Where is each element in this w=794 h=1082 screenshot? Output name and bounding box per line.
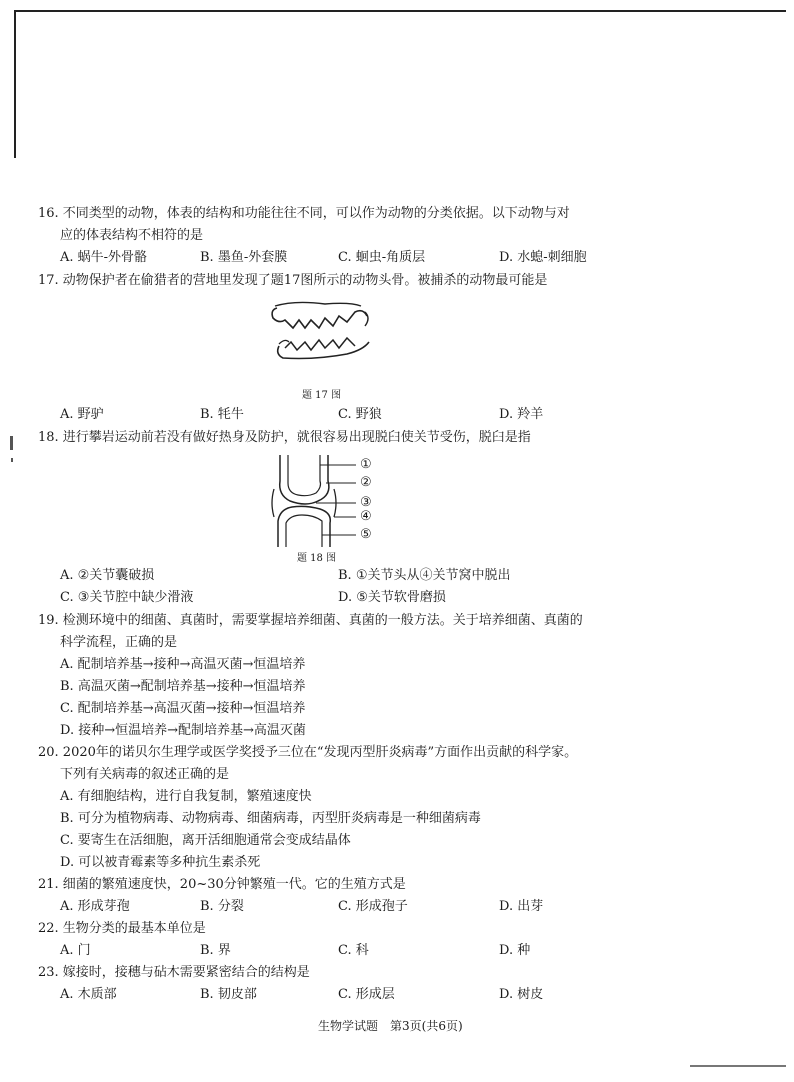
question-16-stem-cont: 应的体表结构不相符的是	[60, 228, 204, 243]
question-20-option-a[interactable]: A. 有细胞结构，进行自我复制，繁殖速度快	[60, 789, 312, 804]
joint-diagram	[270, 455, 360, 547]
scan-mark	[10, 436, 13, 450]
question-16-option-a[interactable]: A. 蜗牛-外骨骼	[60, 250, 148, 265]
question-17-option-d[interactable]: D. 羚羊	[499, 407, 544, 422]
question-19-option-c[interactable]: C. 配制培养基→高温灭菌→接种→恒温培养	[60, 701, 306, 716]
question-23-option-b[interactable]: B. 韧皮部	[200, 987, 257, 1002]
joint-label-2: ②	[360, 475, 372, 490]
skull-jaw-figure	[265, 298, 375, 368]
question-17-option-b[interactable]: B. 牦牛	[200, 407, 244, 422]
question-17-option-a[interactable]: A. 野驴	[60, 407, 104, 422]
question-20-option-b[interactable]: B. 可分为植物病毒、动物病毒、细菌病毒，丙型肝炎病毒是一种细菌病毒	[60, 811, 481, 826]
question-23-option-c[interactable]: C. 形成层	[338, 987, 395, 1002]
question-21-option-d[interactable]: D. 出芽	[499, 899, 544, 914]
question-22-option-c[interactable]: C. 科	[338, 943, 369, 958]
question-18-option-a[interactable]: A. ②关节囊破损	[60, 568, 155, 583]
question-20-stem-cont: 下列有关病毒的叙述正确的是	[60, 767, 230, 782]
question-19-option-b[interactable]: B. 高温灭菌→配制培养基→接种→恒温培养	[60, 679, 306, 694]
page-border-left	[14, 10, 16, 158]
question-18-option-d[interactable]: D. ⑤关节软骨磨损	[338, 590, 446, 605]
question-16-option-c[interactable]: C. 蛔虫-角质层	[338, 250, 426, 265]
question-17-stem: 17. 动物保护者在偷猎者的营地里发现了题17图所示的动物头骨。被捕杀的动物最可能是	[38, 273, 548, 288]
question-21-option-c[interactable]: C. 形成孢子	[338, 899, 408, 914]
question-19-stem: 19. 检测环境中的细菌、真菌时，需要掌握培养细菌、真菌的一般方法。关于培养细菌、真菌的	[38, 613, 583, 628]
scan-mark	[11, 458, 13, 462]
page-footer: 生物学试题 第3页(共6页)	[318, 1019, 463, 1033]
joint-label-5: ⑤	[360, 527, 372, 542]
question-18-option-c[interactable]: C. ③关节腔中缺少滑液	[60, 590, 194, 605]
question-19-stem-cont: 科学流程，正确的是	[60, 635, 178, 650]
question-22-option-a[interactable]: A. 门	[60, 943, 91, 958]
question-16-option-d[interactable]: D. 水螅-刺细胞	[499, 250, 587, 265]
question-16-option-b[interactable]: B. 墨鱼-外套膜	[200, 250, 288, 265]
question-22-stem: 22. 生物分类的最基本单位是	[38, 921, 206, 936]
question-21-option-a[interactable]: A. 形成芽孢	[60, 899, 130, 914]
joint-label-4: ④	[360, 509, 372, 524]
joint-label-1: ①	[360, 457, 372, 472]
question-16-stem: 16. 不同类型的动物，体表的结构和功能往往不同，可以作为动物的分类依据。以下动物与对	[38, 206, 570, 221]
question-23-option-d[interactable]: D. 树皮	[499, 987, 544, 1002]
question-23-option-a[interactable]: A. 木质部	[60, 987, 117, 1002]
question-19-option-d[interactable]: D. 接种→恒温培养→配制培养基→高温灭菌	[60, 723, 306, 738]
question-23-stem: 23. 嫁接时，接穗与砧木需要紧密结合的结构是	[38, 965, 310, 980]
question-20-option-d[interactable]: D. 可以被青霉素等多种抗生素杀死	[60, 855, 261, 870]
footer-rule	[690, 1065, 786, 1067]
page-border-top	[14, 10, 786, 12]
figure-17-caption: 题 17 图	[302, 390, 342, 401]
question-18-option-b[interactable]: B. ①关节头从④关节窝中脱出	[338, 568, 511, 583]
question-19-option-a[interactable]: A. 配制培养基→接种→高温灭菌→恒温培养	[60, 657, 306, 672]
figure-18-caption: 题 18 图	[297, 553, 337, 564]
question-22-option-b[interactable]: B. 界	[200, 943, 231, 958]
joint-label-3: ③	[360, 495, 372, 510]
question-17-option-c[interactable]: C. 野狼	[338, 407, 382, 422]
question-20-option-c[interactable]: C. 要寄生在活细胞，离开活细胞通常会变成结晶体	[60, 833, 351, 848]
question-18-stem: 18. 进行攀岩运动前若没有做好热身及防护，就很容易出现脱臼使关节受伤，脱臼是指	[38, 430, 531, 445]
question-22-option-d[interactable]: D. 种	[499, 943, 531, 958]
question-20-stem: 20. 2020年的诺贝尔生理学或医学奖授予三位在“发现丙型肝炎病毒”方面作出贡献的科学家。	[38, 745, 578, 760]
question-21-option-b[interactable]: B. 分裂	[200, 899, 244, 914]
question-21-stem: 21. 细菌的繁殖速度快，20~30分钟繁殖一代。它的生殖方式是	[38, 877, 406, 892]
